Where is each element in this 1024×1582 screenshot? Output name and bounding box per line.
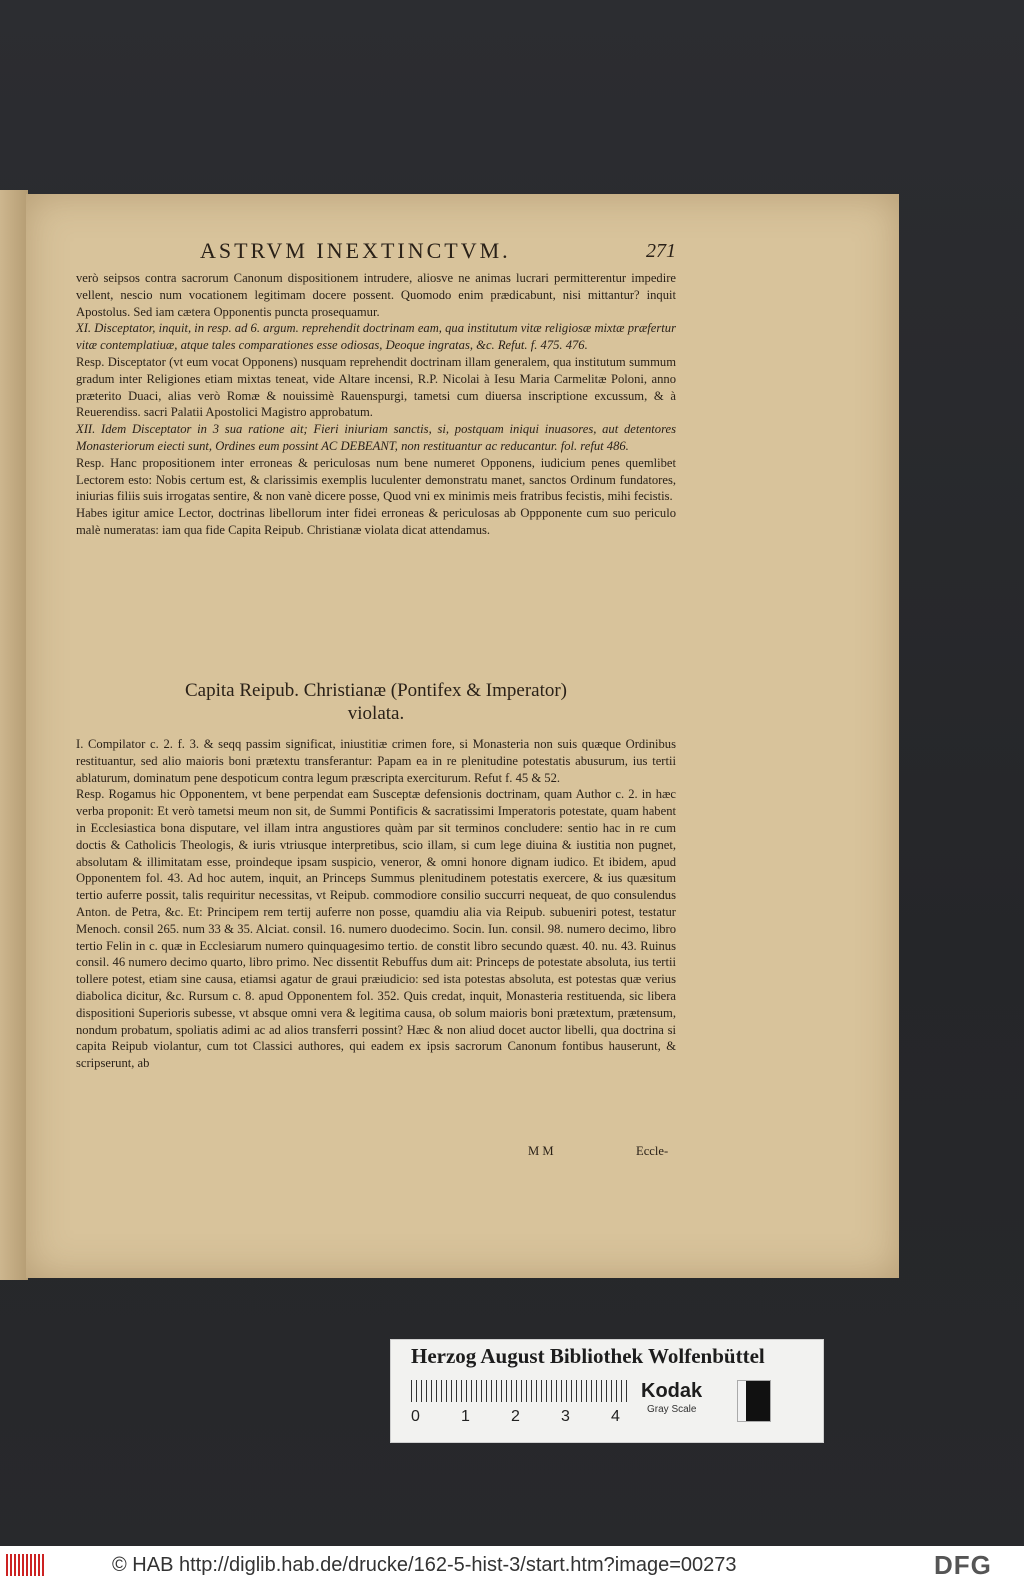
paragraph: Resp. Hanc propositionem inter erroneas & periculosas num bene numeret Opponens, iudicium penes quemlibet Lectorem esto: Nobis certum est, & clarissimis exemplis luculenter demonstratu manet, sanctos Ordinum fundatores, iniurias filiis suis irrogatas sentire, & non vanè dicere posse, Quod vni ex minimis meis fratribus fecistis, mihi fecistis. [76, 455, 676, 504]
copyright-link[interactable]: © HAB http://diglib.hab.de/drucke/162-5-hist-3/start.htm?image=00273 [112, 1554, 737, 1576]
section-heading-line: violata. [347, 703, 405, 724]
paragraph: XI. Disceptator, inquit, in resp. ad 6. argum. reprehendit doctrinam eam, qua institutum vitæ religiosæ mixtæ præfertur vitæ contemplatiuæ, atque tales comparationes esse odiosas, Deoque ingratas, &c. Refut. f. 475. 476. [76, 321, 676, 353]
kodak-logo: Kodak [641, 1380, 703, 1402]
book-page [26, 194, 899, 1278]
ruler-number: 3 [561, 1408, 570, 1425]
paragraph: XII. Idem Disceptator in 3 sua ratione ait; Fieri iniuriam sanctis, si, postquam iniqui inuasores, aut detentores Monasteriorum eiecti sunt, Ordines eum possint AC DEBEANT, non restituantur ac reducantur. fol. refut 486. [76, 422, 676, 453]
signature-mark: M M [528, 1144, 554, 1158]
footer-bar [0, 1546, 1024, 1582]
paragraph: Resp. Rogamus hic Opponentem, vt bene perpendat eam Susceptæ defensionis doctrinam, quam Author c. 2. in hæc verba proponit: Et verò tametsi meum non sit, de Summi Pontificis & sacratissimi Imperatoris potestate, quam habent in Ecclesiastica bona disputare, vel illam intra angustiores quàm par sit terminos concludere: sentio hac in re cum doctis & Catholicis Theologis, & iuris vtriusque interpretibus, scio illam, si cum lege diuina & iustitia non pugnet, absolutam & illimitatam esse, proindeque ipsam suspicio, veneror, & omni honore dignam iudico. Et ibidem, apud Opponentem fol. 43. Ad hoc autem, inquit, an Princeps Summus plenitudinem potestatis exercere, & ius quæsitum tertio auferre possit, talis requiritur necessitas, vt Reipub. commodiore consilio succurri nequeat, de quo consulendus Anton. de Petra, &c. Et: Principem rem tertij auferre non posse, quamdiu alia via Reipub. subueniri potest, testatur Menoch. consil 265. num 33 & 35. Alciat. consil. 16. numero duodecimo. Socin. Iun. consil. 98. numero decimo, libro tertio Felin in c. quæ in Ecclesiarum numero quinquagesimo tertio. de constit libro secundo quæst. 40. nu. 43. Ruinus consil. 46 numero decimo quarto, libro primo. Nec dissentit Rebuffus dum ait: Princeps de potestate absoluta, ius tertii tollere potest, etiam sine causa, etiamsi agatur de graui præiudicio: sed ista potestas absoluta, est potestas quæ verius diabolica dicitur, &c. Rursum c. 8. apud Opponentem fol. 352. Quis credat, inquit, Monasteria restituenda, sic libera dispositioni Superioris subesse, vt absque omni vera & legitima causa, ob solum maioris boni prætextum, prætensum, nondum probatum, spoliatis adimi ac ad alios transferri possint? Hæc & non aliud docet auctor libelli, qua doctrina si capita Reipub violantur, cum tot Classici authores, qui eadem ex ipsis sacrorum Canonum fontibus hauserunt, & scripserunt, ab [76, 787, 676, 1071]
running-title: ASTRVM INEXTINCTVM. [200, 238, 511, 263]
library-name: Herzog August Bibliothek Wolfenbüttel [411, 1344, 765, 1368]
library-color-card [390, 1339, 824, 1443]
gray-patch [737, 1380, 771, 1422]
text-block-top [76, 270, 676, 539]
page-number: 271 [646, 240, 676, 262]
ruler-scale [411, 1380, 631, 1425]
paragraph: Resp. Disceptator (vt eum vocat Opponens) nusquam reprehendit doctrinam illam generalem, qua institutum summum gradum inter Religiones etiam mixtas teneat, vide Altare incensi, R.P. Nicolai à Iesu Maria Carmelitæ Poloni, anno præterito Duaci, alias verò Romæ & nouissimè Rauenspurgi, tametsi cum diuersa inscriptione excussum, & à Reuerendiss. sacri Palatii Apostolici Magistro approbatum. [76, 354, 676, 420]
ruler-ticks [411, 1380, 631, 1402]
ruler-number: 2 [511, 1408, 520, 1425]
section-heading [76, 679, 676, 725]
gray-scale-label: Gray Scale [647, 1404, 697, 1415]
ruler-number: 0 [411, 1408, 420, 1425]
paragraph: Habes igitur amice Lector, doctrinas libellorum inter fidei erroneas & periculosas ab Oppponente cum suo periculo malè numeratas: iam qua fide Capita Reipub. Christianæ violata dicat attendamus. [76, 506, 676, 537]
paragraph: I. Compilator c. 2. f. 3. & seqq passim significat, iniustitiæ crimen fore, si Monasteria non suis quæque Ordinibus restituantur, sed alio maioris boni prætextu transferantur: Papam ea in re plenitudine potestatis abusurum, ius tertii ablaturum, dominatum pene despoticum contra legum præscripta exerciturum. Refut f. 45 & 52. [76, 737, 676, 785]
text-block-bottom [76, 736, 676, 1072]
facing-page-edge [0, 190, 28, 1280]
running-head [176, 238, 696, 268]
dfg-logo: DFG [934, 1550, 992, 1580]
catchword: Eccle- [636, 1144, 669, 1158]
page-foot [76, 1144, 676, 1162]
ruler-number: 1 [461, 1408, 470, 1425]
barcode-icon [6, 1554, 46, 1576]
paragraph: verò seipsos contra sacrorum Canonum dispositionem intrudere, aliosve ne animas lucrari permitterentur impedire vellent, nescio num vocationem legitimam docere possent. Quomodo enim prædicabunt, nisi mittantur? inquit Apostolus. Sed iam cætera Opponentis puncta prosequamur. [76, 271, 676, 319]
ruler-number: 4 [611, 1408, 620, 1425]
section-heading-line: Capita Reipub. Christianæ (Pontifex & Imperator) [184, 680, 568, 701]
